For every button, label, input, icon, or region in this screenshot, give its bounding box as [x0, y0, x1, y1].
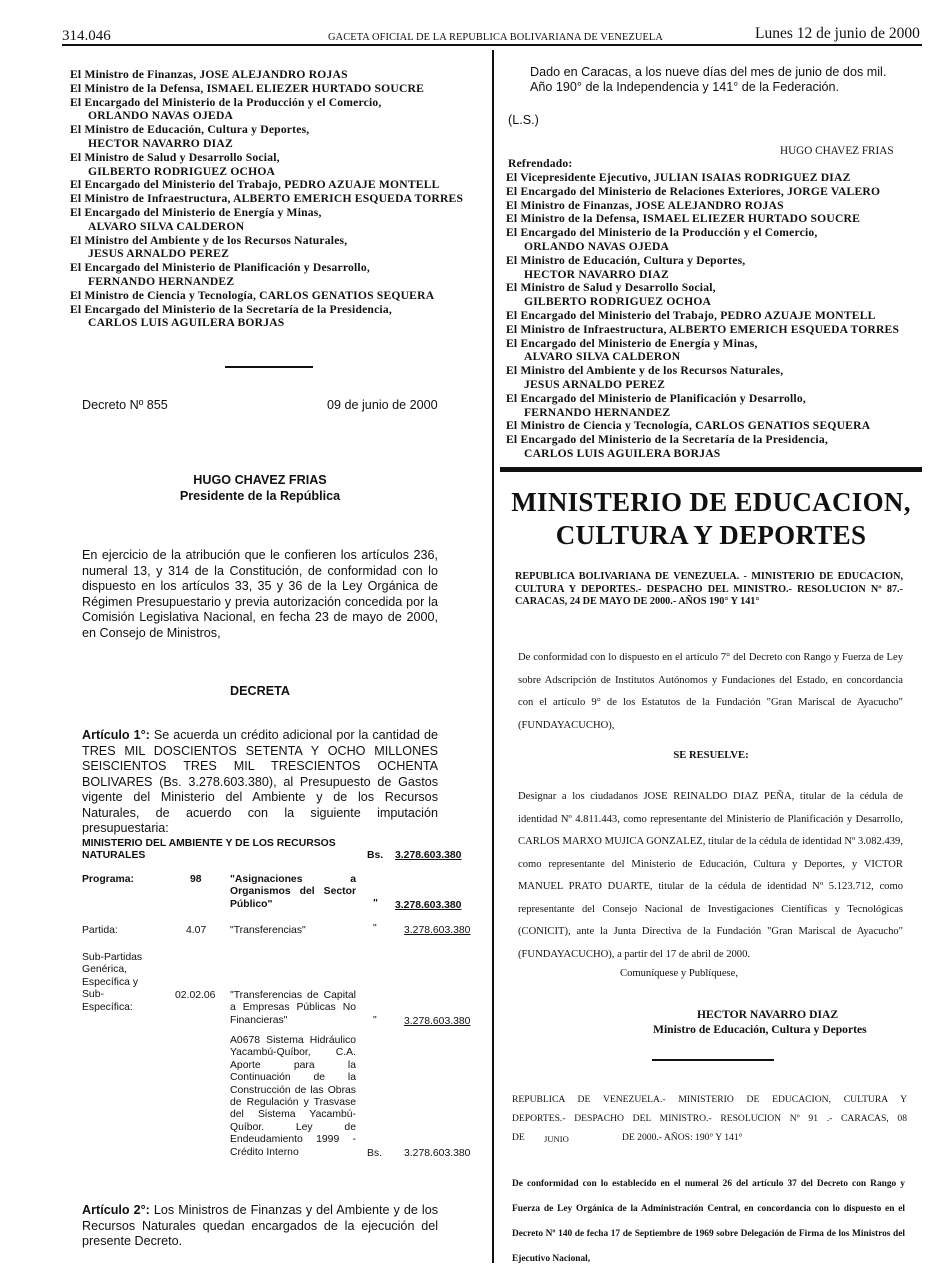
signer-name: HECTOR NAVARRO DIAZ	[697, 1008, 839, 1021]
budget-ministry-line1: MINISTERIO DEL AMBIENTE Y DE LOS RECURSOS	[82, 838, 336, 849]
minister-line: ORLANDO NAVAS OJEDA	[88, 109, 234, 123]
signer-title: Ministro de Educación, Cultura y Deportes	[653, 1023, 867, 1036]
article-1-label: Artículo 1°:	[82, 728, 150, 742]
minister-line: El Ministro de Infraestructura, ALBERTO EMERICH ESQUEDA TORRES	[506, 322, 900, 336]
section-divider	[225, 366, 313, 368]
ministry-title-line1: MINISTERIO DE EDUCACION,	[511, 487, 911, 517]
resolution-divider	[652, 1059, 774, 1061]
detail-currency: Bs.	[367, 1148, 383, 1159]
article-2-text: Los Ministros de Finanzas y del Ambiente y de los Recursos Naturales quedan encargados de la ejecución del presente Decreto.	[82, 1203, 438, 1248]
refrendado-label: Refrendado:	[508, 157, 573, 170]
minister-line: El Ministro del Ambiente y de los Recursos Naturales,	[506, 364, 784, 378]
minister-line: El Ministro de la Defensa, ISMAEL ELIEZER HURTADO SOUCRE	[70, 81, 425, 95]
minister-line: El Ministro de Salud y Desarrollo Social,	[70, 150, 280, 164]
minister-line: El Ministro de Salud y Desarrollo Social,	[506, 281, 716, 295]
resolution-91-line1: REPUBLICA DE VENEZUELA.- MINISTERIO DE EDUCACION, CULTURA Y	[512, 1094, 907, 1105]
budget-ministry-amount: 3.278.603.380	[395, 850, 462, 861]
minister-line: CARLOS LUIS AGUILERA BORJAS	[88, 316, 285, 330]
budget-ministry-line2: NATURALES	[82, 850, 146, 862]
minister-line: El Encargado del Ministerio de Planificación y Desarrollo,	[506, 391, 806, 405]
resolution-91-de: DE	[512, 1132, 525, 1143]
resolution-87-heading: REPUBLICA BOLIVARIANA DE VENEZUELA. - MINISTERIO DE EDUCACION, CULTURA Y DEPORTES.- DESPACHO DEL MINISTRO.- RESOLUCION Nº 87.- CARACAS, 24 DE MAYO DE 2000.- AÑOS 190° Y 141°	[515, 571, 903, 607]
minister-line: El Encargado del Ministerio de la Producción y el Comercio,	[506, 226, 818, 240]
resolution-91-year: DE 2000.- AÑOS: 190° Y 141°	[622, 1132, 743, 1143]
minister-line: ORLANDO NAVAS OJEDA	[524, 239, 670, 253]
minister-line: El Encargado del Ministerio de Relaciones Exteriores, JORGE VALERO	[506, 184, 881, 198]
ministry-title	[500, 486, 922, 552]
dado-line-2: Año 190° de la Independencia y 141° de la Federación.	[530, 80, 840, 94]
ministry-title-line2: CULTURA Y DEPORTES	[555, 520, 867, 550]
article-1	[82, 728, 438, 837]
decree-date: 09 de junio de 2000	[327, 398, 438, 412]
resolution-87-intro: De conformidad con lo dispuesto en el artículo 7° del Decreto con Rango y Fuerza de Ley sobre Adscripción de Institutos Autónomos y Fundaciones del Estado, en concordancia con el artículo 9° de los Estatutos de la Fundación "Gran Mariscal de Ayacucho" (FUNDAYACUCHO),	[518, 652, 903, 731]
detail-amount: 3.278.603.380	[404, 1148, 471, 1159]
budget-detail: A0678 Sistema Hidráulico Yacambú-Quíbor, C.A. Aporte para la Continuación de la Construcción de las Obras de Regulación y Trasvase del Sistema Yacambú-Quíbor. Ley de Endeudamiento 1999 - Crédito Interno	[230, 1035, 356, 1158]
header-rule	[62, 44, 922, 46]
partida-description: "Transferencias"	[230, 925, 306, 936]
decree-preamble: En ejercicio de la atribución que le confieren los artículos 236, numeral 13, y 314 de la Constitución, de conformidad con lo dispuesto en los artículos 33, 35 y 36 de la Ley Orgánica de Régimen Presupuestario y previa autorización concedida por la Comisión Legislativa Nacional, en fecha 23 de mayo de 2000, en Consejo de Ministros,	[82, 548, 438, 640]
dado-line-1: Dado en Caracas, a los nueve días del mes de junio de dos mil.	[530, 65, 887, 79]
minister-line: FERNANDO HERNANDEZ	[524, 405, 671, 419]
programa-code: 98	[190, 874, 202, 885]
partida-code: 4.07	[186, 925, 207, 936]
minister-line: El Ministro de Educación, Cultura y Deportes,	[506, 253, 746, 267]
minister-line: GILBERTO RODRIGUEZ OCHOA	[88, 164, 276, 178]
partida-label: Partida:	[82, 925, 118, 936]
minister-line: El Ministro de Finanzas, JOSE ALEJANDRO ROJAS	[506, 198, 784, 212]
minister-line: El Ministro de Educación, Cultura y Deportes,	[70, 123, 310, 137]
president-name: HUGO CHAVEZ FRIAS	[193, 473, 327, 487]
minister-line: JESUS ARNALDO PEREZ	[88, 247, 230, 261]
resolution-91-body: De conformidad con lo establecido en el numeral 26 del artículo 37 del Decreto con Rango y Fuerza de Ley Orgánica de la Administración Central, en concordancia con lo dispuesto en el Decreto Nº 140 de fecha 17 de Septiembre de 1969 sobre Delegación de Firma de los Ministros del Ejecutivo Nacional,	[512, 1179, 905, 1264]
minister-line: El Encargado del Ministerio de la Producción y el Comercio,	[70, 95, 382, 109]
programa-amount: 3.278.603.380	[395, 900, 462, 911]
minister-line: CARLOS LUIS AGUILERA BORJAS	[524, 446, 721, 460]
ministry-rule	[500, 467, 922, 472]
signatory-name: HUGO CHAVEZ FRIAS	[780, 145, 894, 157]
left-minister-list	[70, 68, 490, 330]
ls-seal: (L.S.)	[508, 113, 539, 127]
minister-line: HECTOR NAVARRO DIAZ	[88, 136, 233, 150]
programa-ditto: "	[373, 898, 378, 909]
subpartida-ditto: "	[373, 1015, 377, 1026]
resolution-91-month: JUNIO	[544, 1134, 569, 1144]
programa-label: Programa:	[82, 874, 134, 885]
resolution-91-heading	[512, 1090, 907, 1147]
resolution-87-body: Designar a los ciudadanos JOSE REINALDO DIAZ PEÑA, titular de la cédula de identidad Nº 4.811.443, como representante del Ministerio de Planificación y Desarrollo, CARLOS MARXO MUJICA GONZALEZ, titular de la cédula de identidad Nº 3.082.439, como representante del Ministerio de Educación, Cultura y Deportes, y VICTOR MANUEL PRATO DUARTE, titular de la cédula de identidad Nº 5.123.712, como representante del Consejo Nacional de Investigaciones Científicas y Tecnológicas (CONICIT), ante la Junta Directiva de la Fundación "Gran Mariscal de Ayacucho" (FUNDAYACUCHO), a partir del 17 de abril de 2000.	[518, 791, 903, 960]
minister-line: El Ministro de Infraestructura, ALBERTO EMERICH ESQUEDA TORRES	[70, 192, 464, 206]
minister-line: GILBERTO RODRIGUEZ OCHOA	[524, 295, 712, 309]
minister-line: El Encargado del Ministerio de Energía y Minas,	[70, 205, 322, 219]
minister-line: El Ministro del Ambiente y de los Recursos Naturales,	[70, 233, 348, 247]
minister-line: El Vicepresidente Ejecutivo, JULIAN ISAIAS RODRIGUEZ DIAZ	[506, 171, 851, 184]
column-divider	[492, 50, 494, 1263]
subpartida-label: Sub-Partidas Genérica, Específica y Sub-Específica:	[82, 952, 143, 1013]
se-resuelve: SE RESUELVE:	[673, 750, 749, 761]
minister-line: FERNANDO HERNANDEZ	[88, 274, 235, 288]
resolution-91-line2: DEPORTES.- DESPACHO DEL MINISTRO.- RESOLUCION Nº 91 .- CARACAS, 08	[512, 1113, 907, 1124]
minister-line: El Encargado del Ministerio de Energía y Minas,	[506, 336, 758, 350]
minister-line: ALVARO SILVA CALDERON	[524, 350, 681, 364]
article-2-label: Artículo 2°:	[82, 1203, 150, 1217]
budget-currency: Bs.	[367, 850, 384, 861]
minister-line: El Ministro de Ciencia y Tecnología, CARLOS GENATIOS SEQUERA	[70, 288, 435, 302]
minister-line: El Encargado del Ministerio del Trabajo, PEDRO AZUAJE MONTELL	[70, 178, 440, 192]
subpartida-code: 02.02.06	[175, 990, 216, 1001]
minister-line: El Ministro de Ciencia y Tecnología, CARLOS GENATIOS SEQUERA	[506, 419, 871, 433]
right-minister-list	[506, 171, 926, 461]
partida-amount: 3.278.603.380	[404, 925, 471, 936]
minister-line: HECTOR NAVARRO DIAZ	[524, 267, 669, 281]
article-1-text: Se acuerda un crédito adicional por la cantidad de TRES MIL DOSCIENTOS SETENTA Y OCHO MILLONES SEISCIENTOS TRES MIL TRESCIENTOS OCHENTA BOLIVARES (Bs. 3.278.603.380), al Presupuesto de Gastos vigente del Ministerio del Ambiente y de los Recursos Naturales, de acuerdo con la siguiente imputación presupuestaria:	[82, 728, 438, 835]
programa-description: "Asignaciones a Organismos del Sector Público"	[230, 874, 356, 910]
article-2	[82, 1203, 438, 1250]
issue-date: Lunes 12 de junio de 2000	[755, 25, 920, 42]
comuniquese: Comuníquese y Publíquese,	[620, 968, 738, 979]
minister-line: El Encargado del Ministerio de la Secretaría de la Presidencia,	[70, 302, 392, 316]
budget-ministry-name	[82, 838, 382, 863]
minister-line: El Encargado del Ministerio del Trabajo, PEDRO AZUAJE MONTELL	[506, 308, 876, 322]
minister-line: El Encargado del Ministerio de la Secretaría de la Presidencia,	[506, 433, 828, 447]
minister-line: JESUS ARNALDO PEREZ	[524, 377, 666, 391]
partida-ditto: "	[373, 923, 377, 934]
minister-line: El Ministro de Finanzas, JOSE ALEJANDRO ROJAS	[70, 68, 348, 81]
minister-line: El Encargado del Ministerio de Planificación y Desarrollo,	[70, 261, 370, 275]
subpartida-amount: 3.278.603.380	[404, 1016, 471, 1027]
decreta-heading: DECRETA	[230, 684, 290, 698]
decree-number: Decreto Nº 855	[82, 398, 168, 412]
page-number: 314.046	[62, 28, 111, 44]
minister-line: El Ministro de la Defensa, ISMAEL ELIEZER HURTADO SOUCRE	[506, 212, 861, 226]
minister-line: ALVARO SILVA CALDERON	[88, 219, 245, 233]
subpartida-description: "Transferencias de Capital a Empresas Públicas No Financieras"	[230, 990, 356, 1026]
gazette-title: GACETA OFICIAL DE LA REPUBLICA BOLIVARIANA DE VENEZUELA	[328, 32, 663, 43]
president-title: Presidente de la República	[179, 489, 341, 503]
